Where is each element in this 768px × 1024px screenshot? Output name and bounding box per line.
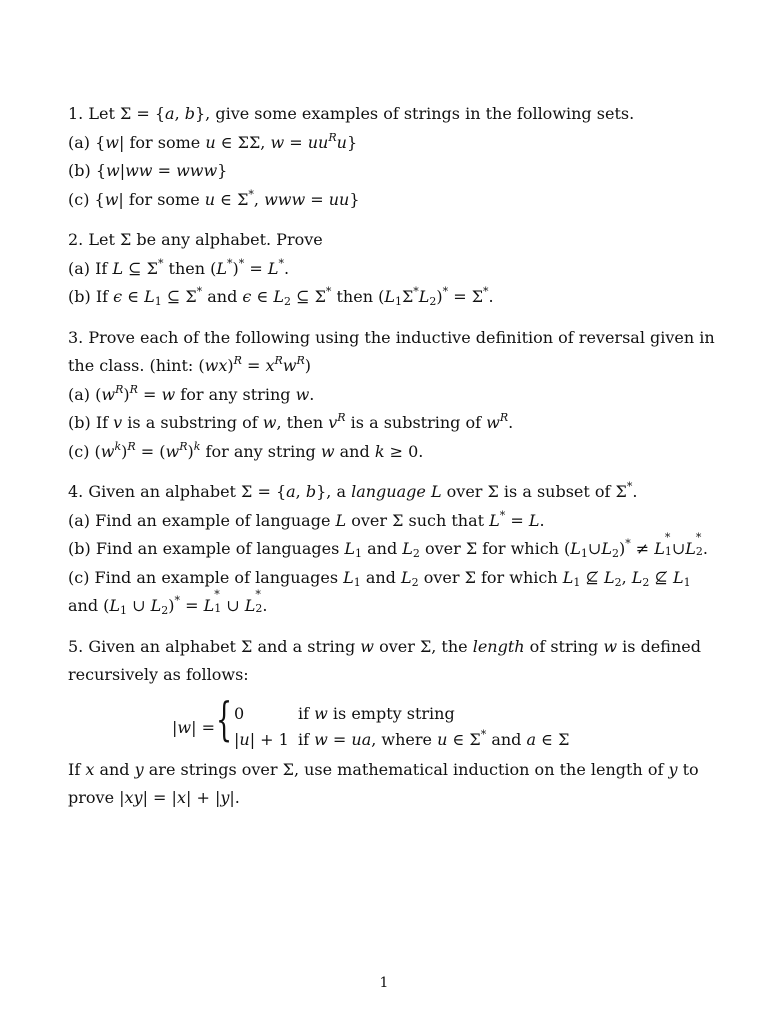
- problem-1-part-a: (a) {w| for some u ∈ ΣΣ, $w = uu^Ru$}: [68, 130, 358, 152]
- document-body: [68, 100, 715, 825]
- problem-4-part-c-cont: and ($L_1$ ∪ $L_2)^* = L$ * 1 ∪ L * 2 .: [68, 588, 268, 617]
- problem-4: [68, 478, 709, 621]
- problem-1-part-c: (c) {w| for some u ∈ Σ*, www = uu}: [68, 187, 360, 209]
- problem-4-part-a: (a) Find an example of language L over Σ such that L* = L.: [68, 508, 545, 530]
- left-brace-symbol: {: [216, 691, 233, 746]
- page-number: 1: [379, 975, 389, 991]
- problem-3: [68, 324, 715, 467]
- problem-3-part-b: (b) If v is a substring of w, then $v^R$ is a substring of $w^R$.: [68, 411, 514, 432]
- problem-4-line: 4. Given an alphabet Σ = {a, b}, a language L over Σ is a subset of Σ*.: [68, 480, 638, 501]
- problem-5: [68, 633, 701, 813]
- equation-lhs: |w| =: [172, 717, 215, 737]
- case-1-condition: if w is empty string: [298, 703, 455, 723]
- length-definition-equation: [68, 691, 680, 756]
- case-2-value: |u| + 1: [234, 729, 289, 749]
- problem-2-part-b: (b) If ϵ ∈ $L_1$ ⊆ Σ* and ϵ ∈ $L_2$ ⊆ Σ* then $(L_1\Sigma^*L_2)^* = \Sigma^*$.: [68, 285, 494, 308]
- problem-5-line: prove |xy| = |x| + |y|.: [68, 788, 240, 807]
- problem-1-line: 1. Let Σ = {a, b}, give some examples of strings in the following sets.: [68, 104, 635, 123]
- problem-2-part-a: (a) If L ⊆ Σ* then (L*)* = L*.: [68, 256, 290, 278]
- problem-5-line: If x and y are strings over Σ, use mathematical induction on the length of y to: [68, 759, 699, 779]
- case-2-condition: if w = ua, where u ∈ Σ* and a ∈ Σ: [298, 727, 570, 749]
- problem-3-part-c: (c) $(w^k)^R = (w^R)^k$ for any string w and k ≥ 0.: [68, 439, 424, 461]
- problem-3-line: the class. (hint: $(wx)^R = x^Rw^R$): [68, 354, 312, 375]
- problem-3-line: 3. Prove each of the following using the inductive definition of reversal given in: [68, 327, 715, 347]
- problem-3-part-a: (a) $(w^R)^R = w$ for any string w.: [68, 382, 315, 404]
- problem-4-part-b: (b) Find an example of languages $L_1$ and $L_2$ over Σ for which $(L_1\cup L_2)^* \ne L$ * 1 ∪L * 2 .: [68, 531, 709, 560]
- problem-2-line: 2. Let Σ be any alphabet. Prove: [68, 230, 323, 249]
- problem-1: [68, 100, 680, 214]
- case-1-value: 0: [234, 703, 245, 723]
- problem-2: [68, 226, 680, 312]
- problem-4-part-c: (c) Find an example of languages $L_1$ and $L_2$ over Σ for which $L_1$ ⊈ $L_2$, $L_2$ ⊈ $L_1$: [68, 567, 691, 589]
- problem-1-part-b: (b) {w|ww = www}: [68, 161, 228, 180]
- problem-5-line: recursively as follows:: [68, 665, 249, 684]
- problem-5-line: 5. Given an alphabet Σ and a string w over Σ, the length of string w is defined: [68, 636, 701, 656]
